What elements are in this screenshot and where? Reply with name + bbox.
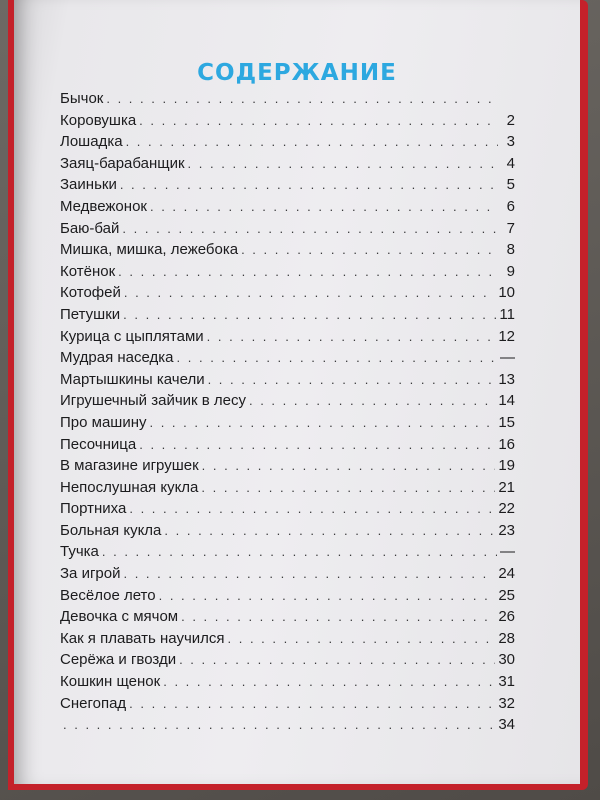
dot-leader	[150, 196, 498, 218]
toc-entry-page: 13	[498, 370, 515, 388]
toc-entry-title: Баю-бай	[60, 219, 120, 237]
toc-entry-title: Коровушка	[60, 111, 137, 129]
toc-entry-title: Как я плавать научился	[60, 629, 225, 647]
toc-entry	[60, 196, 515, 218]
dot-leader	[163, 671, 495, 693]
toc-entry	[60, 326, 515, 348]
dot-leader	[120, 174, 498, 196]
toc-entry-title: В магазине игрушек	[60, 457, 199, 475]
toc-list	[60, 88, 515, 736]
toc-entry-page: 3	[506, 133, 515, 151]
toc-entry-title: Портниха	[60, 500, 127, 518]
dot-leader	[123, 304, 496, 326]
toc-entry-page: 22	[498, 500, 515, 518]
dot-leader	[201, 477, 495, 499]
toc-entry	[60, 218, 515, 240]
toc-entry	[60, 412, 515, 434]
dot-leader	[249, 390, 495, 412]
dot-leader	[129, 693, 495, 715]
dot-leader	[179, 649, 495, 671]
book-page	[14, 0, 580, 784]
toc-entry-title: Песочница	[60, 435, 137, 453]
toc-entry-title: Девочка с мячом	[60, 608, 179, 626]
toc-entry	[60, 628, 515, 650]
toc-entry-page: 15	[498, 413, 515, 431]
toc-entry-page: 30	[498, 651, 515, 669]
dot-leader	[208, 369, 496, 391]
toc-entry-page: 5	[506, 176, 515, 194]
dot-leader	[129, 498, 495, 520]
toc-entry-title: Непослушная кукла	[60, 478, 199, 496]
toc-entry-page: 23	[498, 521, 515, 539]
dot-leader	[159, 585, 496, 607]
toc-entry-page: 12	[498, 327, 515, 345]
toc-entry	[60, 541, 515, 563]
toc-entry	[60, 261, 515, 283]
toc-entry-title: Мишка, мишка, лежебока	[60, 241, 239, 259]
toc-entry-title: Больная кукла	[60, 521, 162, 539]
toc-entry-title: Бычок	[60, 90, 104, 107]
toc-entry-title: Заяц-барабанщик	[60, 154, 185, 172]
toc-entry	[60, 304, 515, 326]
toc-entry-page: 6	[506, 197, 515, 215]
toc-entry-title: Тучка	[60, 543, 99, 561]
dot-leader	[63, 714, 495, 736]
toc-entry-title: Серёжа и гвозди	[60, 651, 177, 669]
toc-entry-page: 32	[498, 694, 515, 712]
toc-entry-title: За игрой	[60, 565, 121, 583]
dot-leader	[102, 541, 497, 563]
toc-entry-page: 16	[498, 435, 515, 453]
dot-leader	[139, 110, 498, 132]
dot-leader	[106, 88, 498, 110]
dot-leader	[149, 412, 495, 434]
toc-entry-page: 34	[498, 716, 515, 734]
toc-entry	[60, 714, 515, 736]
toc-entry	[60, 153, 515, 175]
toc-entry-page: 31	[498, 673, 515, 691]
toc-entry-title: Мудрая наседка	[60, 349, 174, 367]
dot-leader	[202, 455, 496, 477]
toc-entry-page: 19	[498, 457, 515, 475]
toc-entry-page: 25	[498, 586, 515, 604]
toc-entry-title: Игрушечный зайчик в лесу	[60, 392, 246, 410]
toc-entry-page: 10	[498, 284, 515, 302]
toc-entry	[60, 239, 515, 261]
toc-entry-page: 8	[506, 241, 515, 259]
toc-entry	[60, 110, 515, 132]
toc-entry	[60, 563, 515, 585]
toc-entry	[60, 390, 515, 412]
toc-entry-title: Курица с цыплятами	[60, 327, 204, 345]
dot-leader	[124, 282, 495, 304]
toc-entry-title: Снегопад	[60, 694, 127, 712]
dot-leader	[122, 218, 498, 240]
toc-entry-title: Котёнок	[60, 262, 116, 280]
dot-leader	[123, 563, 495, 585]
toc-entry	[60, 88, 515, 110]
toc-entry	[60, 671, 515, 693]
toc-entry-page: 28	[498, 629, 515, 647]
toc-entry	[60, 369, 515, 391]
toc-entry	[60, 498, 515, 520]
dot-leader	[139, 434, 495, 456]
dot-leader	[118, 261, 498, 283]
toc-entry	[60, 434, 515, 456]
toc-entry-title: Мартышкины качели	[60, 370, 205, 388]
toc-entry	[60, 347, 515, 369]
toc-entry-title: Петушки	[60, 305, 121, 323]
toc-entry-page: 14	[498, 392, 515, 410]
toc-entry-page: —	[500, 349, 515, 367]
toc-entry-title: Котофей	[60, 284, 121, 302]
toc-entry-title: Кошкин щенок	[60, 673, 161, 691]
dot-leader	[164, 520, 495, 542]
dot-leader	[188, 153, 498, 175]
toc-entry-title: Заиньки	[60, 176, 117, 194]
toc-entry-title: Лошадка	[60, 133, 123, 151]
toc-entry	[60, 174, 515, 196]
dot-leader	[228, 628, 496, 650]
toc-entry-page: —	[500, 543, 515, 561]
toc-entry	[60, 282, 515, 304]
toc-entry-title: Про машину	[60, 413, 147, 431]
toc-entry	[60, 520, 515, 542]
toc-entry-page: 24	[498, 565, 515, 583]
toc-entry	[60, 693, 515, 715]
toc-entry-title: Весёлое лето	[60, 586, 156, 604]
toc-entry-page: 11	[499, 305, 515, 323]
toc-entry	[60, 585, 515, 607]
toc-entry	[60, 477, 515, 499]
toc-entry-page: 21	[498, 478, 515, 496]
dot-leader	[126, 131, 498, 153]
toc-entry-page: 2	[506, 111, 515, 129]
toc-entry	[60, 455, 515, 477]
dot-leader	[181, 606, 495, 628]
dot-leader	[177, 347, 497, 369]
toc-entry	[60, 649, 515, 671]
toc-entry-page: 9	[506, 262, 515, 280]
toc-title: СОДЕРЖАНИЕ	[197, 60, 397, 86]
toc-entry	[60, 131, 515, 153]
toc-entry-page: 26	[498, 608, 515, 626]
dot-leader	[241, 239, 498, 261]
toc-entry	[60, 606, 515, 628]
toc-entry-page: 4	[506, 154, 515, 172]
toc-entry-title: Медвежонок	[60, 197, 147, 215]
toc-entry-page: 7	[506, 219, 515, 237]
dot-leader	[207, 326, 496, 348]
